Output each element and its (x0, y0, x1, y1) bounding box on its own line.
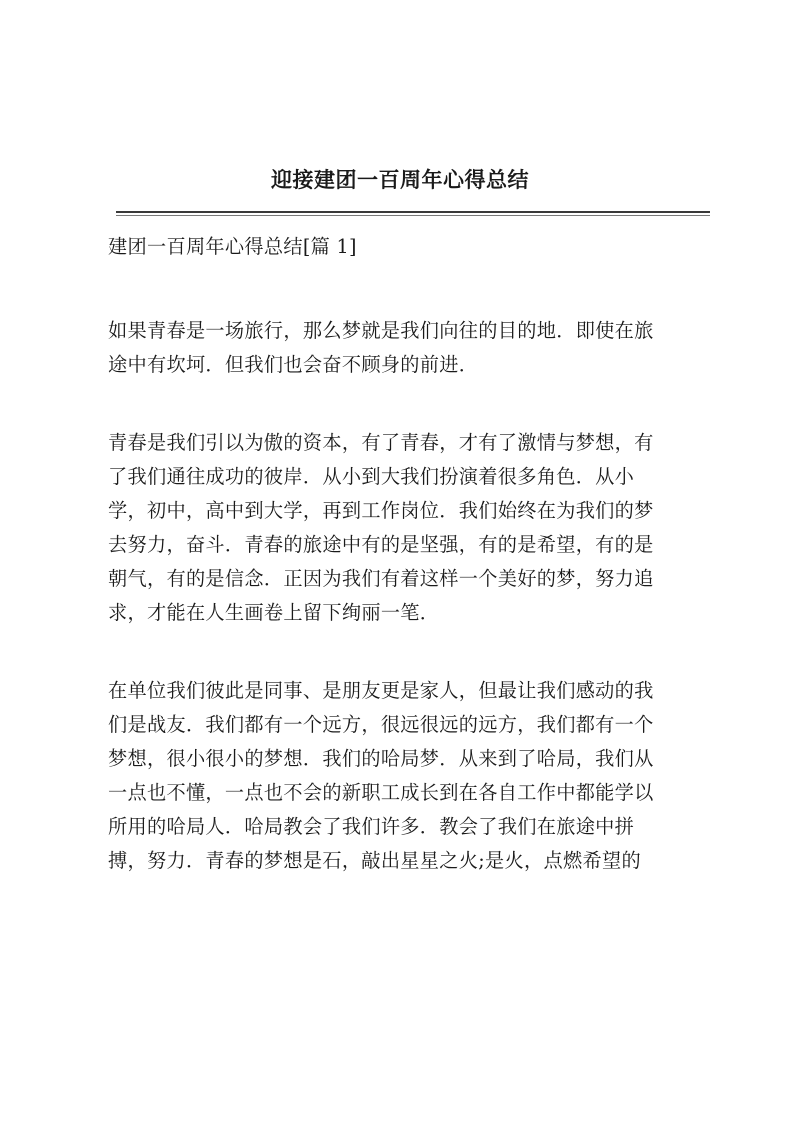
paragraph-line: 梦想，很小很小的梦想．我们的哈局梦．从来到了哈局，我们从 (108, 747, 654, 770)
paragraph-line: 途中有坎坷．但我们也会奋不顾身的前进． (108, 353, 479, 376)
paragraph-line: 学，初中，高中到大学，再到工作岗位．我们始终在为我们的梦 (108, 499, 654, 522)
paragraph-gap (108, 382, 708, 426)
paragraph-line: 所用的哈局人．哈局教会了我们许多．教会了我们在旅途中拼 (108, 815, 635, 838)
paragraph-line: 一点也不懂，一点也不会的新职工成长到在各自工作中都能学以 (108, 781, 654, 804)
paragraph-line: 去努力，奋斗．青春的旅途中有的是坚强，有的是希望，有的是 (108, 533, 654, 556)
document-title: 迎接建团一百周年心得总结 (271, 167, 529, 192)
paragraph-line: 搏，努力．青春的梦想是石，敲出星星之火;是火，点燃希望的 (108, 849, 641, 872)
paragraph-line: 如果青春是一场旅行，那么梦就是我们向往的目的地．即使在旅 (108, 319, 654, 342)
paragraph-line: 们是战友．我们都有一个远方，很远很远的远方，我们都有一个 (108, 713, 654, 736)
paragraph-3 (108, 674, 708, 878)
paragraph-2 (108, 426, 708, 630)
paragraph-line: 求，才能在人生画卷上留下绚丽一笔． (108, 601, 440, 624)
document-body (108, 230, 708, 878)
paragraph-line: 在单位我们彼此是同事、是朋友更是家人，但最让我们感动的我 (108, 679, 654, 702)
paragraph-line: 了我们通往成功的彼岸．从小到大我们扮演着很多角色．从小 (108, 465, 635, 488)
title-divider-thin (116, 215, 710, 216)
paragraph-line: 朝气，有的是信念．正因为我们有着这样一个美好的梦，努力追 (108, 567, 654, 590)
paragraph-gap (108, 630, 708, 674)
paragraph-1 (108, 314, 708, 382)
title-divider-thick (116, 211, 710, 213)
paragraph-line: 青春是我们引以为傲的资本，有了青春，才有了激情与梦想，有 (108, 431, 654, 454)
section-heading: 建团一百周年心得总结[篇 1] (108, 235, 357, 258)
